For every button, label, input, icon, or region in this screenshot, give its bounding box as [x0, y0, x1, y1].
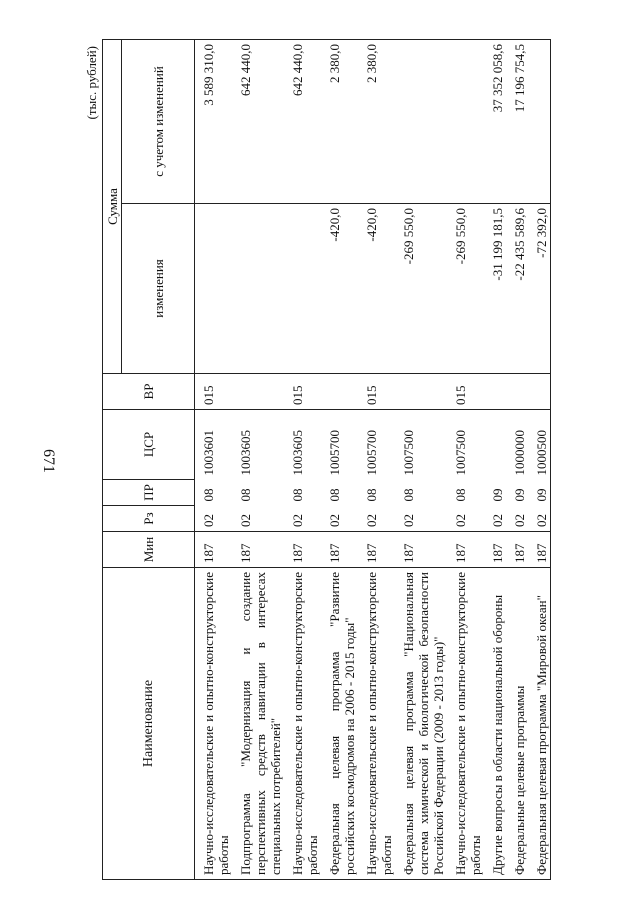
header-pr: ПР [103, 480, 195, 506]
row-name: Научно-исследовательские и опытно-конструкторские работы [447, 568, 484, 880]
row-total: 642 440,0 [284, 40, 321, 204]
row-min: 187 [321, 532, 358, 568]
row-vr: 015 [284, 374, 321, 410]
row-vr: 015 [358, 374, 395, 410]
row-total: 17 196 754,5 [506, 40, 528, 204]
row-pr: 08 [364, 488, 379, 502]
row-name: Научно-исследовательские и опытно-конструкторские работы [284, 568, 321, 880]
row-min: 187 [506, 532, 528, 568]
header-rz: Рз [103, 506, 195, 532]
row-total: 37 352 058,6 [484, 40, 506, 204]
row-vr [395, 374, 447, 410]
row-csr: 1007500 [401, 430, 416, 476]
row-min: 187 [358, 532, 395, 568]
row-change: -72 392,0 [528, 204, 551, 374]
row-pr: 08 [327, 488, 342, 502]
row-pr: 09 [490, 488, 505, 502]
row-name: Федеральная целевая программа "Развитие российских космодромов на 2006 - 2015 годы" [321, 568, 358, 880]
row-csr: 1000500 [528, 410, 551, 480]
row-change: -269 550,0 [447, 204, 484, 374]
row-change [195, 204, 233, 374]
row-total: 3 589 310,0 [195, 40, 233, 204]
row-rz: 02 [201, 514, 216, 527]
table-row [528, 40, 551, 880]
row-name: Федеральная целевая программа "Национальная система химической и биологической безопасности Российской Федерации (2009 - 2013 годы)" [395, 568, 447, 880]
budget-table [102, 39, 551, 880]
table-row [447, 40, 484, 880]
row-csr: 1005700 [327, 430, 342, 476]
row-rz: 02 [290, 514, 305, 527]
row-min: 187 [447, 532, 484, 568]
row-min: 187 [232, 532, 284, 568]
row-name: Другие вопросы в области национальной обороны [484, 568, 506, 880]
row-change: -269 550,0 [395, 204, 447, 374]
row-pr: 08 [401, 488, 416, 502]
header-min: Мин [103, 532, 195, 568]
row-csr: 1007500 [453, 430, 468, 476]
table-row [321, 40, 358, 880]
row-change [284, 204, 321, 374]
row-min: 187 [528, 532, 551, 568]
row-csr: 1003601 [201, 430, 216, 476]
row-name: Подпрограмма "Модернизация и создание перспективных средств навигации в интересах специальных потребителей" [232, 568, 284, 880]
table-row [506, 40, 528, 880]
row-change: -31 199 181,5 [484, 204, 506, 374]
header-change: изменения [122, 204, 195, 374]
row-pr: 08 [238, 488, 253, 502]
table-row [195, 40, 233, 880]
row-pr: 09 [512, 488, 527, 502]
row-min: 187 [284, 532, 321, 568]
row-vr: 015 [447, 374, 484, 410]
row-pr: 09 [528, 480, 551, 506]
landscape-content [84, 40, 602, 880]
row-rz: 02 [512, 514, 527, 527]
row-csr: 1003605 [238, 430, 253, 476]
row-vr [484, 374, 506, 410]
table-row [284, 40, 321, 880]
row-csr [484, 410, 506, 480]
row-csr: 1003605 [290, 430, 305, 476]
rotated-page [84, 40, 602, 880]
row-pr: 08 [201, 488, 216, 502]
row-vr [506, 374, 528, 410]
table-row [358, 40, 395, 880]
header-sum: Сумма [103, 40, 122, 374]
row-pr: 08 [453, 488, 468, 502]
row-name: Федеральная целевая программа "Мировой океан" [528, 568, 551, 880]
row-name: Научно-исследовательские и опытно-конструкторские работы [358, 568, 395, 880]
row-total [528, 40, 551, 204]
header-with-change: с учетом изменений [122, 40, 195, 204]
row-min: 187 [195, 532, 233, 568]
row-rz: 02 [238, 514, 253, 527]
row-change: -420,0 [358, 204, 395, 374]
row-vr [321, 374, 358, 410]
row-name: Федеральные целевые программы [506, 568, 528, 880]
row-change: -420,0 [321, 204, 358, 374]
row-min: 187 [484, 532, 506, 568]
row-change [232, 204, 284, 374]
row-vr [232, 374, 284, 410]
row-rz: 02 [401, 514, 416, 527]
page-number: 671 [40, 449, 57, 473]
row-total: 642 440,0 [232, 40, 284, 204]
row-total [447, 40, 484, 204]
row-name: Научно-исследовательские и опытно-конструкторские работы [195, 568, 233, 880]
table-row [395, 40, 447, 880]
header-row-1 [103, 40, 122, 880]
table-row [484, 40, 506, 880]
row-rz: 02 [327, 514, 342, 527]
row-pr: 08 [290, 488, 305, 502]
row-rz: 02 [528, 506, 551, 532]
row-total [395, 40, 447, 204]
row-rz: 02 [453, 514, 468, 527]
row-vr [528, 374, 551, 410]
table-row [232, 40, 284, 880]
header-vr: ВР [103, 374, 195, 410]
row-rz: 02 [490, 514, 505, 527]
header-csr: ЦСР [103, 410, 195, 480]
row-rz: 02 [364, 514, 379, 527]
row-total: 2 380,0 [321, 40, 358, 204]
row-vr: 015 [195, 374, 233, 410]
unit-label: (тыс. рублей) [84, 46, 99, 120]
row-change: -22 435 589,6 [506, 204, 528, 374]
row-csr: 1005700 [364, 430, 379, 476]
row-min: 187 [395, 532, 447, 568]
header-name: Наименование [103, 568, 195, 880]
row-csr: 1000000 [512, 430, 527, 476]
row-total: 2 380,0 [358, 40, 395, 204]
